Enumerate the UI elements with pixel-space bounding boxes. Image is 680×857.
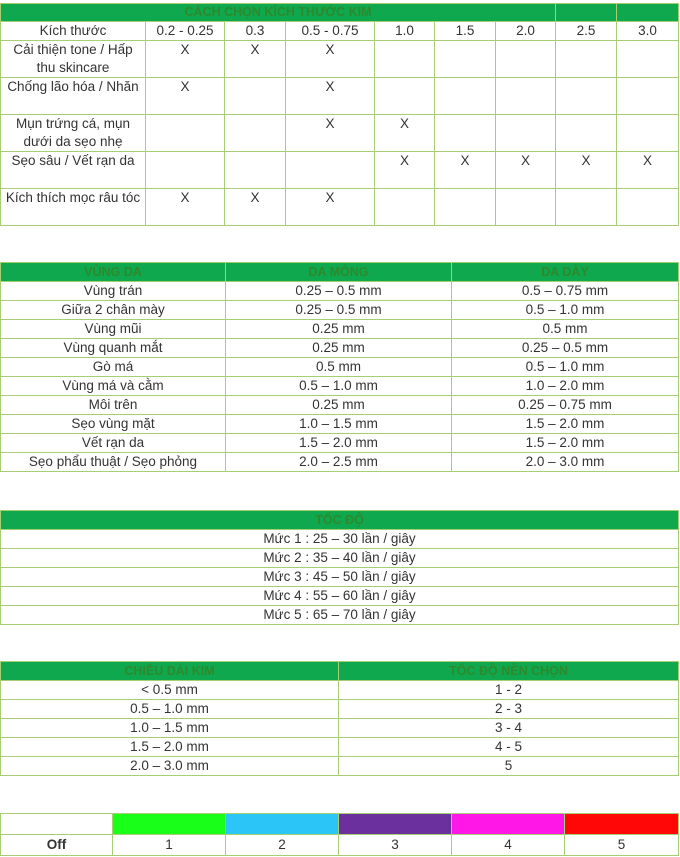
level-color-swatch: [113, 814, 226, 835]
mark-cell: X: [286, 189, 375, 226]
table-row: [1, 396, 679, 415]
table-cell: Gò má: [1, 358, 226, 377]
size-header-label: Kích thước: [1, 22, 146, 41]
column-header: VÙNG DA: [1, 263, 226, 282]
table-row: [1, 358, 679, 377]
mark-cell: [496, 41, 556, 78]
table-row: [1, 700, 679, 719]
speed-table: [0, 510, 679, 625]
level-number: 4: [452, 835, 565, 856]
table-cell: 0.25 mm: [226, 320, 452, 339]
table-cell: 0.25 mm: [226, 396, 452, 415]
table-cell: Sẹo vùng mặt: [1, 415, 226, 434]
size-header-cell: 2.5: [556, 22, 617, 41]
row-label: Kích thích mọc râu tóc: [1, 189, 146, 226]
table-row: [1, 453, 679, 472]
mark-cell: [617, 189, 679, 226]
mark-cell: [496, 115, 556, 152]
mark-cell: [225, 152, 286, 189]
size-header-cell: 2.0: [496, 22, 556, 41]
mark-cell: [556, 115, 617, 152]
table-cell: Vùng mũi: [1, 320, 226, 339]
table-cell: 0.5 mm: [226, 358, 452, 377]
table-cell: 0.25 mm: [226, 339, 452, 358]
speed-level-cell: Mức 4 : 55 – 60 lần / giây: [1, 587, 679, 606]
mark-cell: X: [225, 189, 286, 226]
table-cell: Vết rạn da: [1, 434, 226, 453]
mark-cell: X: [375, 152, 435, 189]
mark-cell: [435, 115, 496, 152]
mark-cell: [617, 78, 679, 115]
row-label: Chống lão hóa / Nhăn: [1, 78, 146, 115]
mark-cell: [556, 41, 617, 78]
level-color-swatch: [452, 814, 565, 835]
table-cell: 0.25 – 0.5 mm: [452, 339, 679, 358]
table-row: [1, 434, 679, 453]
table-row: [1, 152, 679, 189]
mark-cell: [617, 115, 679, 152]
level-number: 5: [565, 835, 679, 856]
needle-table-title: CÁCH CHỌN KÍCH THƯỚC KIM: [1, 4, 556, 22]
table-cell: Sẹo phẩu thuật / Sẹo phỏng: [1, 453, 226, 472]
mark-cell: [225, 78, 286, 115]
table-cell: 0.5 – 0.75 mm: [452, 282, 679, 301]
size-header-cell: 0.5 - 0.75: [286, 22, 375, 41]
table-cell: < 0.5 mm: [1, 681, 339, 700]
mark-cell: X: [146, 189, 225, 226]
header-spacer: [617, 4, 679, 22]
table-cell: Vùng quanh mắt: [1, 339, 226, 358]
mark-cell: X: [617, 152, 679, 189]
level-number: 2: [226, 835, 339, 856]
mark-cell: [435, 78, 496, 115]
table-cell: 1 - 2: [339, 681, 679, 700]
column-header: DA DÀY: [452, 263, 679, 282]
table-cell: 4 - 5: [339, 738, 679, 757]
mark-cell: [146, 152, 225, 189]
table-cell: 1.0 – 2.0 mm: [452, 377, 679, 396]
table-cell: 0.5 – 1.0 mm: [226, 377, 452, 396]
size-header-cell: 1.0: [375, 22, 435, 41]
table-row: [1, 738, 679, 757]
table-row: [1, 78, 679, 115]
row-label: Mụn trứng cá, mụn dưới da sẹo nhẹ: [1, 115, 146, 152]
speed-level-cell: Mức 3 : 45 – 50 lần / giây: [1, 568, 679, 587]
column-header: CHIỀU DÀI KIM: [1, 662, 339, 681]
length-speed-table: [0, 661, 679, 776]
table-cell: 5: [339, 757, 679, 776]
table-cell: 0.5 mm: [452, 320, 679, 339]
level-color-swatch: [565, 814, 679, 835]
table-cell: 1.5 – 2.0 mm: [226, 434, 452, 453]
level-number: 3: [339, 835, 452, 856]
table-row: [1, 339, 679, 358]
mark-cell: X: [435, 152, 496, 189]
mark-cell: [225, 115, 286, 152]
mark-cell: [286, 152, 375, 189]
table-cell: 0.25 – 0.75 mm: [452, 396, 679, 415]
table-row: [1, 719, 679, 738]
table-cell: 2.0 – 3.0 mm: [452, 453, 679, 472]
table-row: [1, 301, 679, 320]
table-cell: Môi trên: [1, 396, 226, 415]
table-cell: 0.25 – 0.5 mm: [226, 282, 452, 301]
table-row: [1, 606, 679, 625]
mark-cell: X: [146, 78, 225, 115]
mark-cell: [556, 189, 617, 226]
needle-size-table: [0, 3, 679, 226]
table-cell: 1.5 – 2.0 mm: [452, 434, 679, 453]
table-row: [1, 681, 679, 700]
mark-cell: X: [496, 152, 556, 189]
mark-cell: X: [375, 115, 435, 152]
size-header-cell: 1.5: [435, 22, 496, 41]
size-header-cell: 0.3: [225, 22, 286, 41]
size-header-cell: 0.2 - 0.25: [146, 22, 225, 41]
column-header: TỐC ĐỘ NÊN CHỌN: [339, 662, 679, 681]
speed-level-cell: Mức 1 : 25 – 30 lần / giây: [1, 530, 679, 549]
table-cell: 0.25 – 0.5 mm: [226, 301, 452, 320]
table-cell: Giữa 2 chân mày: [1, 301, 226, 320]
table-cell: 2 - 3: [339, 700, 679, 719]
speed-level-cell: Mức 5 : 65 – 70 lần / giây: [1, 606, 679, 625]
speed-level-cell: Mức 2 : 35 – 40 lần / giây: [1, 549, 679, 568]
table-row: [1, 115, 679, 152]
mark-cell: X: [286, 115, 375, 152]
table-cell: 2.0 – 3.0 mm: [1, 757, 339, 776]
table-row: [1, 41, 679, 78]
mark-cell: [375, 41, 435, 78]
mark-cell: [375, 78, 435, 115]
mark-cell: [496, 189, 556, 226]
mark-cell: X: [146, 41, 225, 78]
mark-cell: [146, 115, 225, 152]
column-header: DA MỎNG: [226, 263, 452, 282]
table-cell: Vùng má và cằm: [1, 377, 226, 396]
mark-cell: X: [286, 78, 375, 115]
mark-cell: X: [286, 41, 375, 78]
table-row: [1, 377, 679, 396]
table-row: [1, 282, 679, 301]
table-row: [1, 320, 679, 339]
table-cell: 1.0 – 1.5 mm: [1, 719, 339, 738]
table-cell: 0.5 – 1.0 mm: [452, 358, 679, 377]
mark-cell: [556, 78, 617, 115]
table-cell: 3 - 4: [339, 719, 679, 738]
level-color-swatch: [226, 814, 339, 835]
size-header-cell: 3.0: [617, 22, 679, 41]
mark-cell: X: [225, 41, 286, 78]
table-cell: 1.5 – 2.0 mm: [1, 738, 339, 757]
header-spacer: [556, 4, 617, 22]
mark-cell: [496, 78, 556, 115]
table-row: [1, 189, 679, 226]
table-cell: 2.0 – 2.5 mm: [226, 453, 452, 472]
row-label: Sẹo sâu / Vết rạn da: [1, 152, 146, 189]
table-cell: 1.5 – 2.0 mm: [452, 415, 679, 434]
skin-area-table: [0, 262, 679, 472]
row-label: Cải thiện tone / Hấp thu skincare: [1, 41, 146, 78]
color-blank-cell: [1, 814, 113, 835]
table-cell: Vùng trán: [1, 282, 226, 301]
table-row: [1, 568, 679, 587]
speed-header: TỐC ĐỘ: [1, 511, 679, 530]
table-row: [1, 530, 679, 549]
table-cell: 1.0 – 1.5 mm: [226, 415, 452, 434]
level-color-swatch: [339, 814, 452, 835]
mark-cell: [375, 189, 435, 226]
table-row: [1, 549, 679, 568]
speed-color-table: [0, 813, 679, 856]
table-row: [1, 757, 679, 776]
mark-cell: [435, 41, 496, 78]
table-row: [1, 587, 679, 606]
table-cell: 0.5 – 1.0 mm: [452, 301, 679, 320]
table-cell: 0.5 – 1.0 mm: [1, 700, 339, 719]
mark-cell: [435, 189, 496, 226]
off-label: Off: [1, 835, 113, 856]
mark-cell: [617, 41, 679, 78]
level-number: 1: [113, 835, 226, 856]
mark-cell: X: [556, 152, 617, 189]
table-row: [1, 415, 679, 434]
